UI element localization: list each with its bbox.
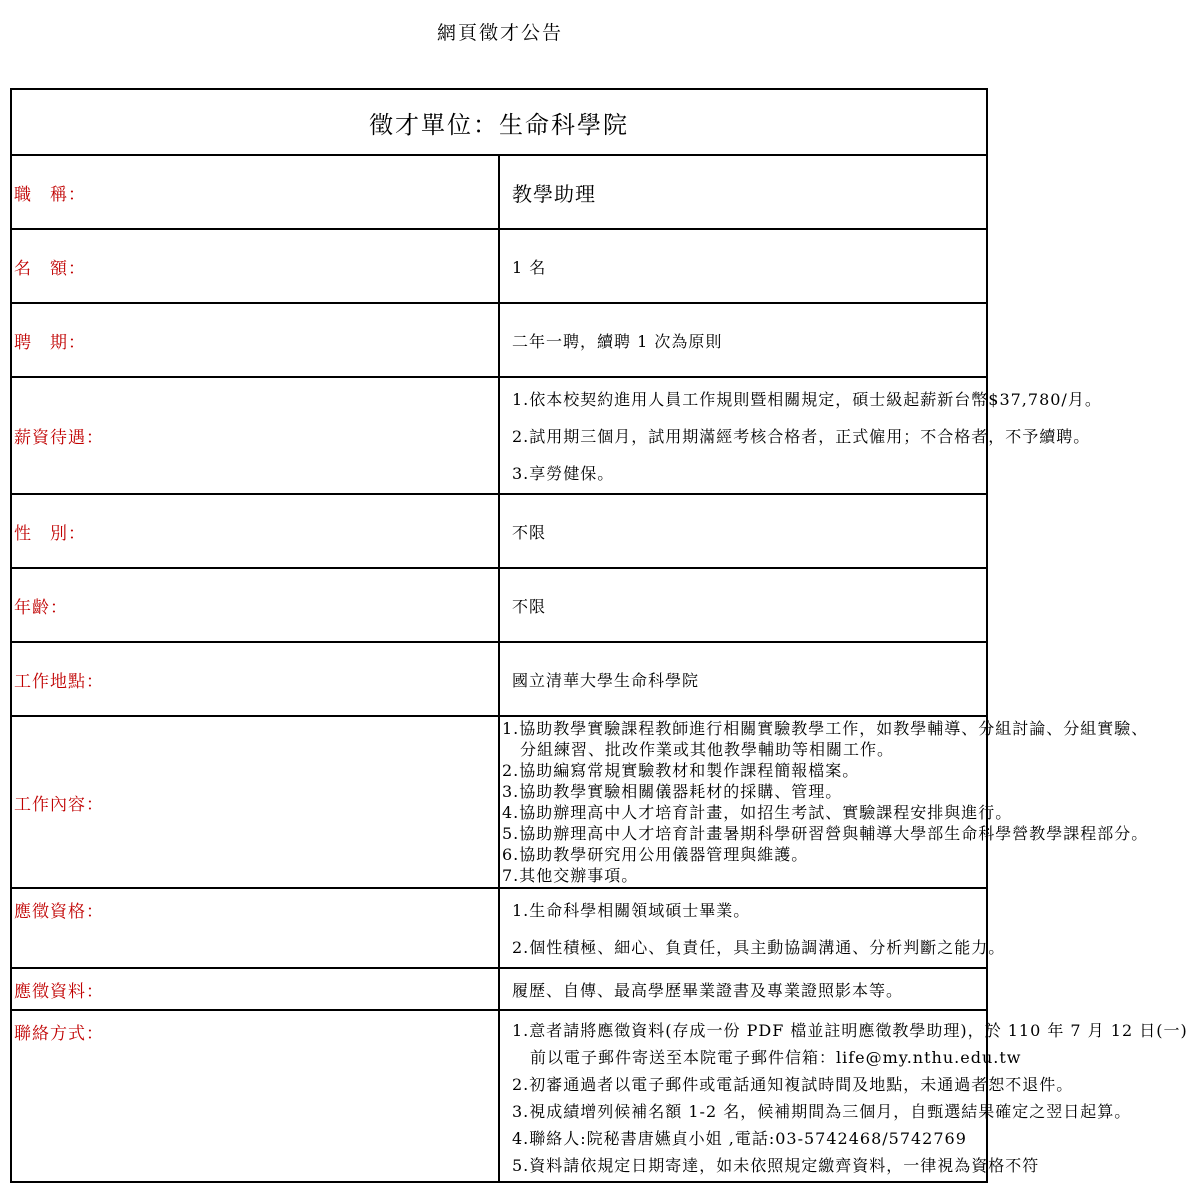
label-qualifications: 應徵資格： <box>11 888 499 968</box>
recruiting-unit: 徵才單位：生命科學院 <box>11 89 987 155</box>
salary-item: 2.試用期三個月，試用期滿經考核合格者，正式僱用；不合格者，不予續聘。 <box>512 427 1091 446</box>
qualification-item: 1.生命科學相關領域碩士畢業。 <box>512 901 751 920</box>
label-salary: 薪資待遇： <box>11 377 499 494</box>
label-job-title: 職 稱： <box>11 155 499 229</box>
value-contact <box>499 1010 1188 1182</box>
label-quota: 名 額： <box>11 229 499 303</box>
value-qualifications <box>499 888 1006 968</box>
duty-item: 7.其他交辦事項。 <box>502 866 639 885</box>
label-location: 工作地點： <box>11 642 499 716</box>
row-job-title <box>11 155 987 229</box>
qualification-item: 2.個性積極、細心、負責任，具主動協調溝通、分析判斷之能力。 <box>512 938 1006 957</box>
value-quota: 1 名 <box>499 229 987 303</box>
contact-item: 1.意者請將應徵資料(存成一份 PDF 檔並註明應徵教學助理)，於 110 年 7 月 12 日(一) <box>512 1021 1188 1040</box>
label-term: 聘 期： <box>11 303 499 377</box>
row-location <box>11 642 987 716</box>
duty-item: 2.協助編寫常規實驗教材和製作課程簡報檔案。 <box>502 761 860 780</box>
row-term <box>11 303 987 377</box>
contact-person: 4.聯絡人:院秘書唐嬿貞小姐 ,電話:03-5742468/5742769 <box>512 1129 967 1148</box>
row-salary <box>11 377 987 494</box>
row-contact <box>11 1010 987 1182</box>
value-documents: 履歷、自傳、最高學歷畢業證書及專業證照影本等。 <box>499 968 987 1010</box>
label-documents: 應徵資料： <box>11 968 499 1010</box>
row-gender <box>11 494 987 568</box>
value-gender: 不限 <box>499 494 987 568</box>
duty-item: 1.協助教學實驗課程教師進行相關實驗教學工作，如教學輔導、分組討論、分組實驗、 <box>502 719 1149 738</box>
label-duties: 工作內容： <box>11 716 499 888</box>
duty-item: 4.協助辦理高中人才培育計畫，如招生考試、實驗課程安排與進行。 <box>502 803 1013 822</box>
contact-email-line: 前以電子郵件寄送至本院電子郵件信箱：life@my.nthu.edu.tw <box>530 1048 1022 1067</box>
contact-item: 3.視成績增列候補名額 1-2 名，候補期間為三個月，自甄選結果確定之翌日起算。 <box>512 1102 1132 1121</box>
value-duties <box>499 716 1149 888</box>
duty-item: 3.協助教學實驗相關儀器耗材的採購、管理。 <box>502 782 843 801</box>
salary-item: 3.享勞健保。 <box>512 464 615 483</box>
label-gender: 性 別： <box>11 494 499 568</box>
row-documents <box>11 968 987 1010</box>
row-qualifications <box>11 888 987 968</box>
salary-item: 1.依本校契約進用人員工作規則暨相關規定，碩士級起薪新台幣$37,780/月。 <box>512 390 1102 409</box>
value-location: 國立清華大學生命科學院 <box>499 642 987 716</box>
job-notice-table <box>10 88 1188 1183</box>
value-salary <box>499 377 1102 494</box>
contact-item: 2.初審通過者以電子郵件或電話通知複試時間及地點，未通過者恕不退件。 <box>512 1075 1074 1094</box>
value-term: 二年一聘，續聘 1 次為原則 <box>499 303 987 377</box>
row-duties <box>11 716 987 888</box>
row-quota <box>11 229 987 303</box>
row-age <box>11 568 987 642</box>
document-title: 網頁徵才公告 <box>436 22 563 44</box>
value-job-title: 教學助理 <box>499 155 987 229</box>
label-contact: 聯絡方式： <box>11 1010 499 1182</box>
contact-item: 5.資料請依規定日期寄達，如未依照規定繳齊資料，一律視為資格不符 <box>512 1156 1040 1175</box>
label-age: 年齡： <box>11 568 499 642</box>
duty-item: 5.協助辦理高中人才培育計畫暑期科學研習營與輔導大學部生命科學營教學課程部分。 <box>502 824 1149 843</box>
value-age: 不限 <box>499 568 987 642</box>
duty-item: 分組練習、批改作業或其他教學輔助等相關工作。 <box>520 740 895 759</box>
duty-item: 6.協助教學研究用公用儀器管理與維護。 <box>502 845 809 864</box>
unit-row <box>11 89 987 155</box>
